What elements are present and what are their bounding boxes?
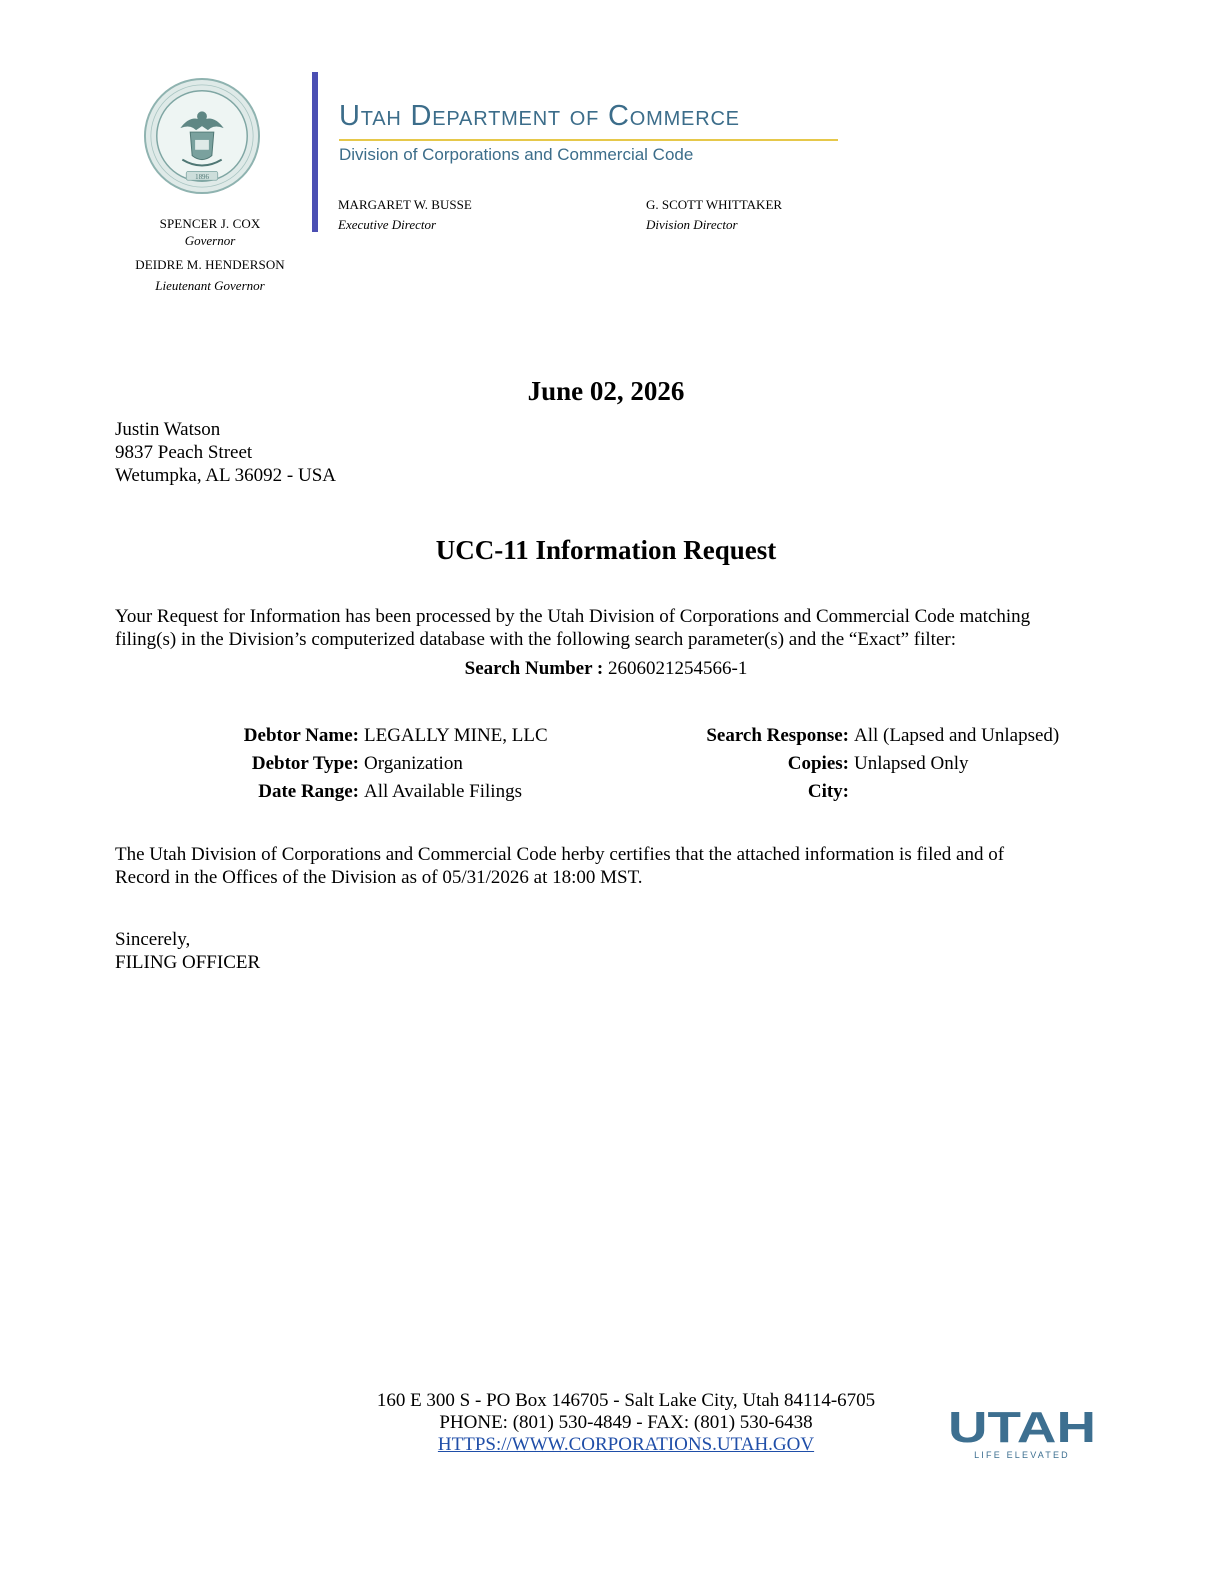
param-label: Debtor Type:: [251, 753, 359, 774]
closing-block: [115, 928, 260, 974]
closing-salutation: Sincerely,: [115, 929, 191, 950]
lt-governor-title: Lieutenant Governor: [155, 278, 265, 293]
state-seal-icon: [143, 77, 261, 195]
param-value: All (Lapsed and Unlapsed): [854, 725, 1060, 746]
recipient-name: Justin Watson: [115, 419, 221, 440]
seal-year: 1896: [195, 173, 209, 181]
division-subtitle: Division of Corporations and Commercial Code: [339, 145, 694, 164]
document-title: UCC-11 Information Request: [435, 535, 777, 565]
intro-paragraph: [115, 605, 1115, 651]
search-params-right: [620, 722, 1059, 806]
department-title: Utah Department of Commerce: [339, 100, 740, 132]
param-row: [620, 722, 1059, 750]
certification-paragraph: [115, 843, 1115, 889]
param-value: Unlapsed Only: [854, 753, 969, 774]
param-label: Copies:: [787, 753, 849, 774]
logo-word: UTAH: [948, 1406, 1096, 1452]
search-number-label: Search Number :: [464, 658, 604, 679]
department-rule: [339, 139, 838, 141]
param-label: Search Response:: [706, 725, 849, 746]
recipient-street: 9837 Peach Street: [115, 442, 253, 463]
website-link[interactable]: HTTPS://WWW.CORPORATIONS.UTAH.GOV: [437, 1434, 815, 1455]
utah-life-elevated-logo: [947, 1406, 1097, 1462]
footer-address: 160 E 300 S - PO Box 146705 - Salt Lake City, Utah 84114-6705: [376, 1390, 876, 1411]
param-row: [620, 750, 1059, 778]
header-accent-bar: [312, 72, 318, 232]
division-director-block: [646, 197, 782, 233]
division-director-name: G. SCOTT WHITTAKER: [646, 197, 783, 212]
param-row: [620, 778, 1059, 806]
lt-governor-block: [110, 257, 310, 294]
division-director-title: Division Director: [646, 217, 738, 232]
search-params-left: [200, 722, 548, 806]
governor-name: SPENCER J. COX: [159, 216, 261, 231]
recipient-city-line: Wetumpka, AL 36092 - USA: [115, 465, 336, 486]
param-row: [200, 750, 548, 778]
footer-contact: [300, 1390, 952, 1456]
footer-phone-fax: PHONE: (801) 530-4849 - FAX: (801) 530-6438: [439, 1412, 813, 1433]
param-label: Date Range:: [258, 781, 359, 802]
param-label: City:: [807, 781, 849, 802]
search-number: [0, 658, 1212, 680]
search-number-value: 2606021254566-1: [603, 658, 748, 679]
governor-title: Governor: [184, 233, 236, 248]
executive-director-name: MARGARET W. BUSSE: [338, 197, 472, 212]
certification-line: The Utah Division of Corporations and Commercial Code herby certifies that the attached information is filed and of: [115, 844, 1005, 865]
param-value: All Available Filings: [364, 781, 522, 802]
param-value: LEGALLY MINE, LLC: [364, 725, 548, 746]
param-label: Debtor Name:: [243, 725, 359, 746]
intro-line: filing(s) in the Division’s computerized database with the following search parameter(s) and the “Exact” filter:: [115, 629, 956, 650]
recipient-address: [115, 418, 336, 487]
executive-director-title: Executive Director: [338, 217, 437, 232]
param-value: [849, 778, 854, 806]
param-value: Organization: [364, 753, 463, 774]
executive-director-block: [338, 197, 472, 233]
certification-line: Record in the Offices of the Division as of 05/31/2026 at 18:00 MST.: [115, 867, 643, 888]
signer-title: FILING OFFICER: [115, 952, 261, 973]
lt-governor-name: DEIDRE M. HENDERSON: [135, 257, 285, 272]
intro-line: Your Request for Information has been processed by the Utah Division of Corporations and Commercial Code matching: [115, 606, 1031, 627]
governor-block: [110, 216, 310, 249]
param-row: [200, 722, 548, 750]
letter-date: June 02, 2026: [527, 376, 685, 406]
param-row: [200, 778, 548, 806]
logo-tagline: LIFE ELEVATED: [974, 1450, 1070, 1460]
